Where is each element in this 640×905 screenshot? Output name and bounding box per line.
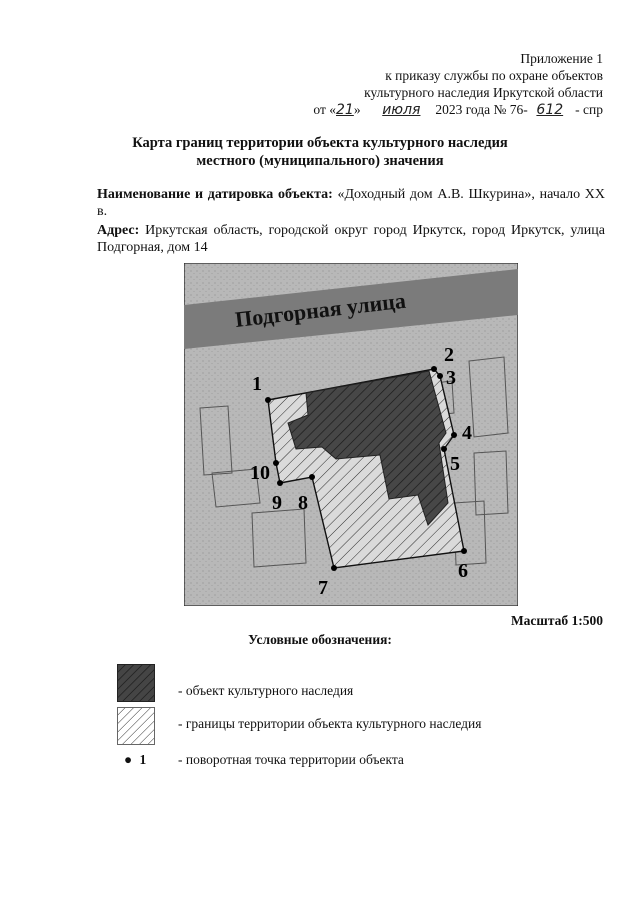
legend-point-dot-icon: ●: [124, 752, 133, 767]
object-name-value: «Доходный дом А.В. Шкурина», начало XX в.: [97, 187, 605, 219]
point-1-marker: [265, 397, 271, 403]
point-2-label: 2: [444, 344, 454, 366]
map-scale: Масштаб 1:500: [510, 613, 603, 628]
point-6-marker: [461, 548, 467, 554]
point-3-marker: [437, 373, 443, 379]
point-10-marker: [273, 460, 279, 466]
point-2-marker: [431, 366, 437, 372]
point-8-marker: [309, 474, 315, 480]
order-quote-close: »: [353, 102, 361, 117]
legend-point-text: - поворотная точка территории объекта: [178, 752, 404, 767]
order-number-text: 612: [536, 102, 564, 118]
object-address: [97, 222, 605, 256]
legend-point-number: 1: [139, 752, 147, 767]
street-label: Подгорная улица: [233, 287, 407, 332]
boundary-map: [184, 263, 518, 606]
order-month: [367, 102, 435, 119]
legend-title: Условные обозначения:: [248, 632, 392, 647]
order-month-text: июля: [382, 102, 421, 118]
header-line-2: к приказу службы по охране объектов: [385, 68, 603, 83]
header-order-line: [203, 101, 603, 119]
point-7-marker: [331, 565, 337, 571]
point-5-marker: [441, 446, 447, 452]
point-4-marker: [451, 432, 457, 438]
page-title: [0, 134, 640, 170]
legend-heritage-symbol: [117, 664, 155, 702]
point-5-label: 5: [450, 453, 460, 475]
header-line-3: культурного наследия Иркутской области: [364, 85, 603, 100]
point-6-label: 6: [458, 560, 468, 582]
point-1-label: 1: [252, 373, 262, 395]
order-from-prefix: от «: [313, 102, 337, 117]
point-10-label: 10: [250, 462, 270, 484]
legend-point-symbol: [124, 752, 146, 768]
point-8-label: 8: [298, 492, 308, 514]
point-7-label: 7: [318, 577, 328, 599]
legend-territory-symbol: [117, 707, 155, 745]
legend-heritage-text: - объект культурного наследия: [178, 683, 354, 698]
title-line-2: местного (муниципального) значения: [196, 153, 444, 169]
order-day: 21: [336, 102, 354, 118]
object-name: [97, 186, 605, 220]
object-address-value: Иркутская область, городской округ город Иркутск, город Иркутск, улица Подгорная, дом 14: [97, 223, 605, 255]
object-address-label: Адрес:: [97, 223, 140, 238]
point-9-marker: [277, 480, 283, 486]
legend-territory-text: - границы территории объекта культурного наследия: [178, 716, 482, 731]
point-9-label: 9: [272, 492, 282, 514]
order-number: [528, 102, 572, 119]
header-line-1: Приложение 1: [520, 51, 603, 66]
title-line-1: Карта границ территории объекта культурного наследия: [132, 135, 508, 151]
point-4-label: 4: [462, 422, 472, 444]
point-3-label: 3: [446, 367, 456, 389]
order-year: 2023 года № 76-: [435, 102, 528, 117]
object-name-label: Наименование и датировка объекта:: [97, 187, 333, 202]
header-block: [203, 50, 603, 119]
order-suffix: - спр: [575, 102, 603, 117]
